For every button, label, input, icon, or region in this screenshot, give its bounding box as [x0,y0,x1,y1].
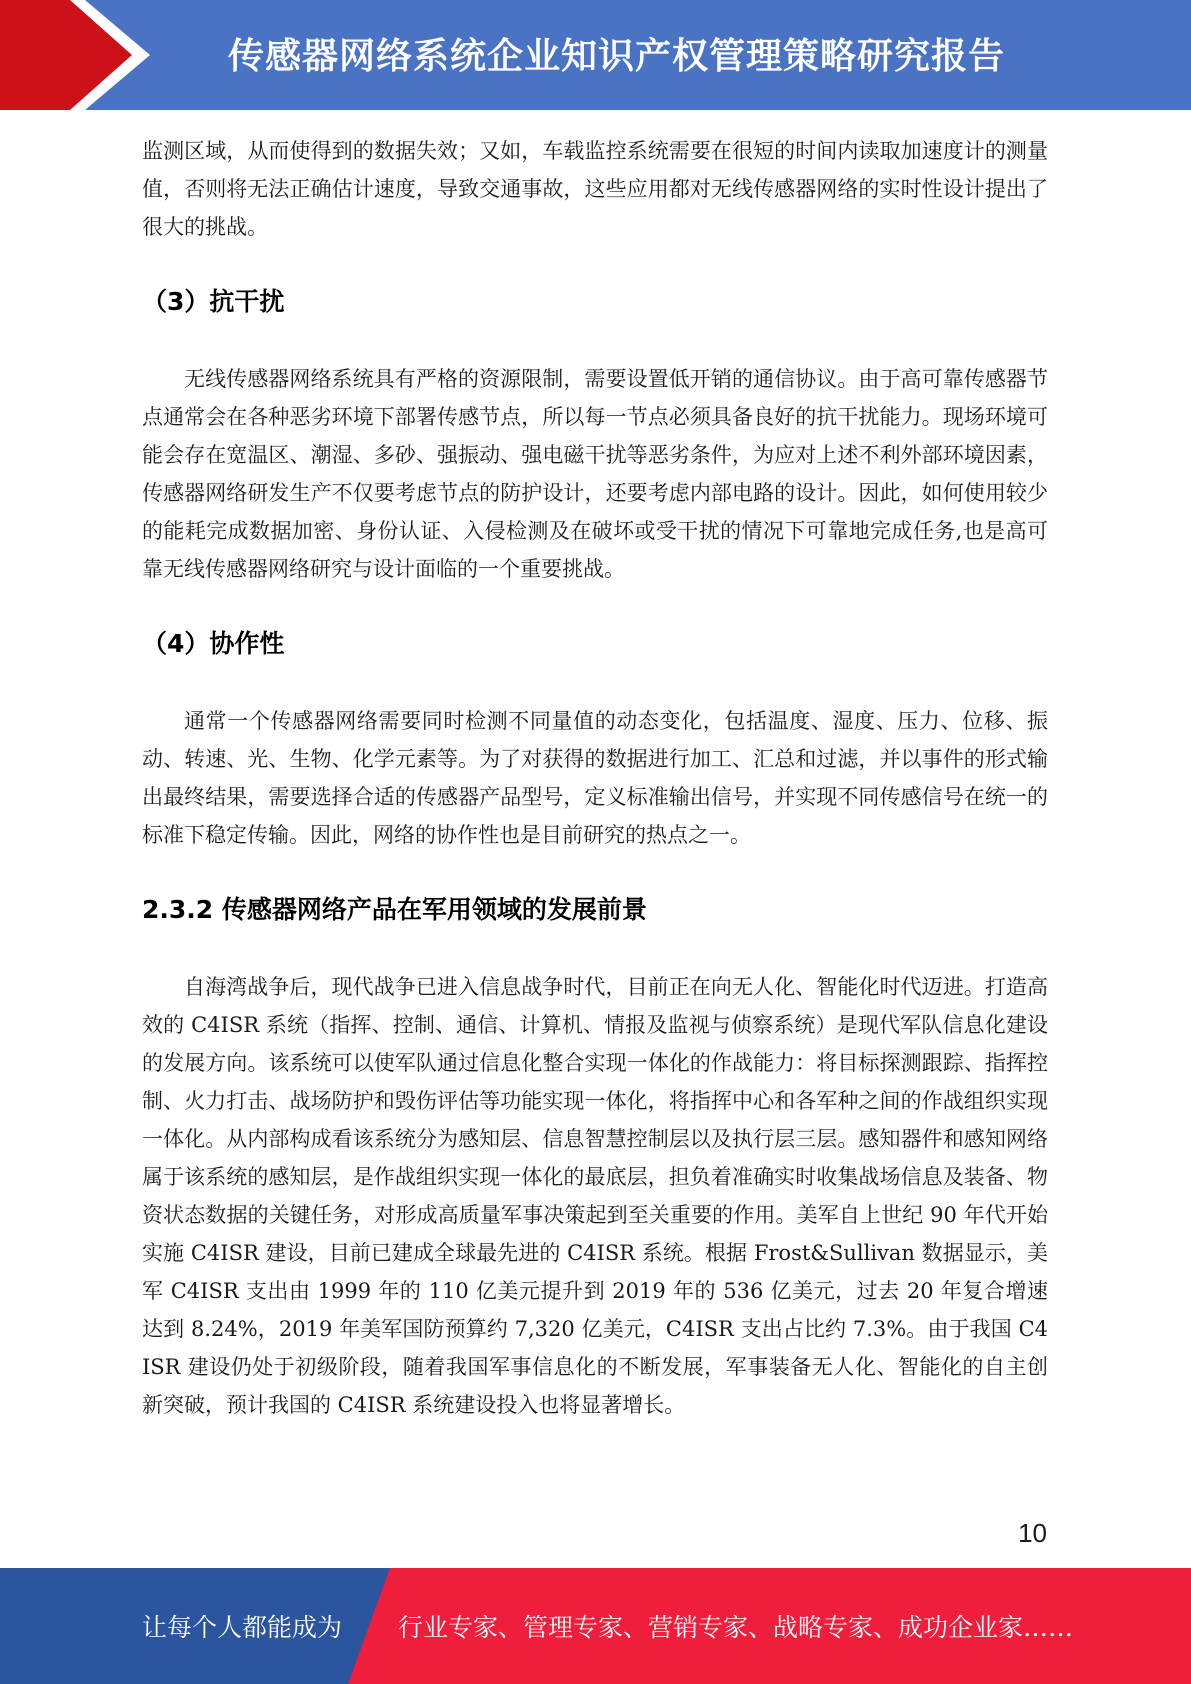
footer-slogan-left: 让每个人都能成为 [142,1613,343,1642]
footer-slogan-right: 行业专家、管理专家、营销专家、战略专家、成功企业家…… [398,1613,1074,1642]
page-number: 10 [1018,1518,1047,1548]
main-content [142,132,1048,1424]
page-header [0,0,1191,110]
paragraph-military-prospects: 自海湾战争后，现代战争已进入信息战争时代，目前正在向无人化、智能化时代迈进。打造高效的 C4ISR 系统（指挥、控制、通信、计算机、情报及监视与侦察系统）是现代军队信息化建设的发展方向。该系统可以使军队通过信息化整合实现一体化的作战能力：将目标探测跟踪、指挥控制、火力打击、战场防护和毁伤评估等功能实现一体化，将指挥中心和各军种之间的作战组织实现一体化。从内部构成看该系统分为感知层、信息智慧控制层以及执行层三层。感知器件和感知网络属于该系统的感知层，是作战组织实现一体化的最底层，担负着准确实时收集战场信息及装备、物资状态数据的关键任务，对形成高质量军事决策起到至关重要的作用。美军自上世纪 90 年代开始实施 C4ISR 建设，目前已建成全球最先进的 C4ISR 系统。根据 Frost&Sullivan 数据显示，美军 C4ISR 支出由 1999 年的 110 亿美元提升到 2019 年的 536 亿美元，过去 20 年复合增速达到 8.24%，2019 年美军国防预算约 7,320 亿美元，C4ISR 支出占比约 7.3%。由于我国 C4ISR 建设仍处于初级阶段，随着我国军事信息化的不断发展，军事装备无人化、智能化的自主创新突破，预计我国的 C4ISR 系统建设投入也将显著增长。 [142,975,1048,1417]
section-heading-military-prospects: 2.3.2 传感器网络产品在军用领域的发展前景 [142,895,647,924]
section-heading-collaboration: （4）协作性 [142,629,285,658]
section-heading-anti-interference: （3）抗干扰 [142,287,285,316]
paragraph-collaboration: 通常一个传感器网络需要同时检测不同量值的动态变化，包括温度、湿度、压力、位移、振动、转速、光、生物、化学元素等。为了对获得的数据进行加工、汇总和过滤，并以事件的形式输出最终结果，需要选择合适的传感器产品型号，定义标准输出信号，并实现不同传感信号在统一的标准下稳定传输。因此，网络的协作性也是目前研究的热点之一。 [142,709,1048,847]
page-footer [0,1568,1191,1684]
paragraph-anti-interference: 无线传感器网络系统具有严格的资源限制，需要设置低开销的通信协议。由于高可靠传感器节点通常会在各种恶劣环境下部署传感节点，所以每一节点必须具备良好的抗干扰能力。现场环境可能会存在宽温区、潮湿、多砂、强振动、强电磁干扰等恶劣条件，为应对上述不利外部环境因素，传感器网络研发生产不仅要考虑节点的防护设计，还要考虑内部电路的设计。因此，如何使用较少的能耗完成数据加密、身份认证、入侵检测及在破坏或受干扰的情况下可靠地完成任务,也是高可靠无线传感器网络研究与设计面临的一个重要挑战。 [142,367,1048,581]
intro-paragraph: 监测区域，从而使得到的数据失效；又如，车载监控系统需要在很短的时间内读取加速度计的测量值，否则将无法正确估计速度，导致交通事故，这些应用都对无线传感器网络的实时性设计提出了很大的挑战。 [142,139,1048,239]
document-title: 传感器网络系统企业知识产权管理策略研究报告 [228,36,1006,77]
header-arrow-decoration [0,0,150,110]
